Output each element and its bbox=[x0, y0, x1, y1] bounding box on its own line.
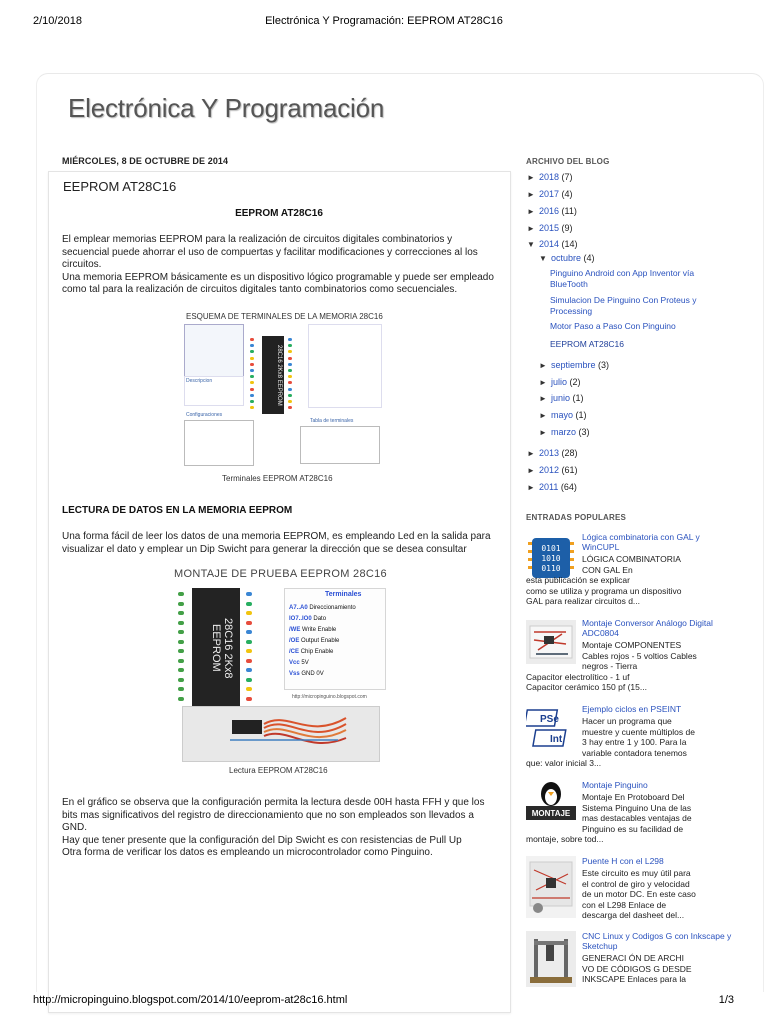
cnc-thumb bbox=[526, 931, 576, 987]
diagram-header: ESQUEMA DE TERMINALES DE LA MEMORIA 28C16 bbox=[186, 312, 383, 321]
led-marker bbox=[178, 611, 184, 615]
led-marker bbox=[246, 602, 252, 606]
svg-text:1010: 1010 bbox=[541, 554, 561, 563]
wires bbox=[228, 710, 348, 754]
popular-post-snippet: Montaje COMPONENTES bbox=[582, 640, 682, 650]
svg-text:Int: Int bbox=[550, 734, 563, 745]
pin-marker bbox=[250, 363, 254, 366]
popular-post[interactable] bbox=[526, 856, 746, 926]
expand-arrow-icon: ► bbox=[527, 483, 535, 492]
popular-post[interactable] bbox=[526, 704, 746, 774]
post-title[interactable]: EEPROM AT28C16 bbox=[63, 179, 177, 194]
pin-marker bbox=[288, 344, 292, 347]
collapse-arrow-icon: ▼ bbox=[539, 254, 547, 263]
pin-marker bbox=[250, 406, 254, 409]
led-marker bbox=[178, 687, 184, 691]
archive-year-item[interactable]: ► 2016 (11) bbox=[527, 206, 577, 216]
blog-title[interactable]: Electrónica Y Programación bbox=[68, 93, 385, 123]
intro-line: El emplear memorias EEPROM para la realización de circuitos digitales combinatorios y bbox=[62, 234, 453, 245]
popular-post-snippet: descarga del dasheet del... bbox=[582, 910, 685, 920]
fig1-caption: Terminales EEPROM AT28C16 bbox=[222, 474, 333, 483]
led-marker bbox=[178, 630, 184, 634]
led-marker bbox=[178, 640, 184, 644]
intro-line: secuencial puede ahorrar el uso de compuertas y facilitar modificaciones y correcciones al los bbox=[62, 246, 478, 258]
popular-post-snippet: VO DE CÓDIGOS G DESDE bbox=[582, 963, 692, 974]
site-url-small: http://micropinguino.blogspot.com bbox=[292, 694, 367, 700]
popular-post[interactable] bbox=[526, 532, 746, 612]
expand-arrow-icon: ► bbox=[527, 224, 535, 233]
expand-arrow-icon: ► bbox=[527, 466, 535, 475]
popular-post-snippet: LÓGICA COMBINATORIA bbox=[582, 554, 681, 564]
legend-item: /CE Chip Enable bbox=[289, 649, 334, 655]
led-marker bbox=[178, 659, 184, 663]
archive-year-item[interactable]: ► 2011 (64) bbox=[527, 482, 577, 492]
description-label: Descripcion bbox=[186, 378, 213, 384]
popular-post-snippet: GAL para realizar circuitos d... bbox=[526, 596, 641, 606]
archive-post-link[interactable]: Pinguino Android con App Inventor vía BlueTooth bbox=[550, 268, 695, 289]
popular-heading: ENTRADAS POPULARES bbox=[526, 513, 627, 522]
pin-marker bbox=[288, 400, 292, 403]
archive-month-item[interactable]: ► julio (2) bbox=[539, 377, 581, 387]
expand-arrow-icon: ► bbox=[539, 428, 547, 437]
pin-marker bbox=[250, 344, 254, 347]
expand-arrow-icon: ► bbox=[527, 207, 535, 216]
archive-month-item[interactable]: ▼ octubre (4) bbox=[539, 253, 595, 263]
penguin-thumb bbox=[526, 780, 576, 822]
led-marker bbox=[246, 621, 252, 625]
led-marker bbox=[178, 649, 184, 653]
archive-month-item[interactable]: ► junio (1) bbox=[539, 393, 584, 403]
popular-post-snippet: de un motor DC. En este caso bbox=[582, 889, 696, 899]
popular-post-title[interactable]: CNC Linux y Codigos G con Inkscape y Sketchup bbox=[582, 931, 732, 951]
archive-month-item[interactable]: ► mayo (1) bbox=[539, 410, 587, 420]
collapse-arrow-icon: ▼ bbox=[527, 240, 535, 249]
test-circuit-image[interactable] bbox=[168, 568, 392, 762]
intro-line: Una memoria EEPROM básicamente es un dispositivo lógico programable y puede ser empleado bbox=[62, 271, 494, 283]
popular-post[interactable] bbox=[526, 931, 746, 991]
popular-post-snippet: mas destacables ventajas de bbox=[582, 813, 692, 823]
legend-item: /WE Write Enable bbox=[289, 627, 337, 633]
section-line: visualizar el dato y emplear un Dip Swicht para generar la dirección que se desea consultar bbox=[62, 543, 467, 555]
print-date: 2/10/2018 bbox=[33, 15, 82, 27]
popular-post-snippet: variable contadora tenemos bbox=[582, 747, 687, 758]
hbridge-thumb bbox=[526, 856, 576, 918]
led-marker bbox=[246, 668, 252, 672]
popular-post-snippet: CON GAL En bbox=[582, 564, 633, 575]
popular-post-snippet: como se utiliza y programa un dispositivo bbox=[526, 585, 682, 596]
legend-item: Vcc 5V bbox=[289, 660, 309, 666]
popular-post-title[interactable]: Ejemplo ciclos en PSEINT bbox=[582, 704, 682, 714]
closing-line: En el gráfico se observa que la configuración permita la lectura desde 00H hasta FFH y que los bbox=[62, 797, 485, 808]
pin-marker bbox=[288, 357, 292, 360]
pin-marker bbox=[250, 357, 254, 360]
pin-marker bbox=[288, 381, 292, 384]
archive-year-item[interactable]: ▼ 2014 (14) bbox=[527, 239, 578, 249]
fig2-header: MONTAJE DE PRUEBA EEPROM 28C16 bbox=[174, 568, 387, 580]
popular-post-snippet: negros - Tierra bbox=[582, 661, 638, 671]
led-marker bbox=[246, 649, 252, 653]
popular-post-title[interactable]: Lógica combinatoria con GAL y WinCUPL bbox=[582, 532, 700, 552]
terminals-description bbox=[308, 324, 382, 408]
popular-post-snippet: Capacitor cerámico 150 pf (15... bbox=[526, 682, 647, 692]
popular-post-snippet: Cables rojos - 5 voltios Cables bbox=[582, 650, 697, 661]
terminals-legend bbox=[284, 588, 386, 690]
led-marker bbox=[246, 697, 252, 701]
legend-item: A7..A0 Direccionamiento bbox=[289, 605, 356, 611]
popular-post-snippet: Montaje En Protoboard Del bbox=[582, 792, 685, 802]
expand-arrow-icon: ► bbox=[539, 378, 547, 387]
pin-marker bbox=[288, 394, 292, 397]
pin-marker bbox=[288, 388, 292, 391]
archive-year-item[interactable]: ► 2018 (7) bbox=[527, 172, 573, 182]
print-title: Electrónica Y Programación: EEPROM AT28C16 bbox=[265, 15, 503, 27]
expand-arrow-icon: ► bbox=[539, 361, 547, 370]
pin-marker bbox=[250, 350, 254, 353]
post-subtitle: EEPROM AT28C16 bbox=[235, 208, 323, 219]
legend-item: /OE Output Enable bbox=[289, 638, 340, 644]
pin-marker bbox=[288, 350, 292, 353]
led-marker bbox=[178, 697, 184, 701]
archive-year-item[interactable]: ► 2015 (9) bbox=[527, 223, 573, 233]
popular-post-snippet: Pinguino es su facilidad de bbox=[582, 823, 684, 834]
pin-marker bbox=[250, 400, 254, 403]
expand-arrow-icon: ► bbox=[539, 411, 547, 420]
intro-line: como tal para la realización de circuitos digitales tanto combinatorios como secuenciales. bbox=[62, 284, 458, 295]
section-line: Una forma fácil de leer los datos de una memoria EEPROM, es empleando Led en la salida para bbox=[62, 531, 491, 542]
configurations-label: Configuraciones bbox=[186, 412, 223, 418]
popular-post-title[interactable]: Montaje Conversor Análogo Digital ADC0804 bbox=[582, 618, 713, 638]
popular-post-snippet: con el L298 Enlace de bbox=[582, 899, 667, 910]
led-marker bbox=[178, 602, 184, 606]
legend-item: Vss GND 0V bbox=[289, 671, 324, 677]
popular-post-snippet: 3 hay entre 1 y 100. Para la bbox=[582, 737, 687, 747]
popular-post-snippet: esta publicación se explicar bbox=[526, 575, 630, 585]
svg-text:0110: 0110 bbox=[541, 564, 561, 573]
archive-month-item[interactable]: ► septiembre (3) bbox=[539, 360, 610, 370]
closing-line: GND. bbox=[62, 822, 87, 833]
terminals-table bbox=[300, 426, 380, 464]
popular-post-snippet: Capacitor electrolítico - 1 uf bbox=[526, 671, 630, 682]
popular-post-snippet: montaje, sobre tod... bbox=[526, 834, 604, 844]
expand-arrow-icon: ► bbox=[527, 190, 535, 199]
popular-post-title[interactable]: Puente H con el L298 bbox=[582, 856, 664, 866]
terminals-table-label: Tabla de terminales bbox=[310, 418, 354, 424]
led-marker bbox=[178, 621, 184, 625]
closing-line: bits mas significativos del registro de direccionamiento que no son empleados son llevados a bbox=[62, 809, 474, 821]
archive-post-link-current[interactable]: EEPROM AT28C16 bbox=[550, 339, 625, 349]
pin-marker bbox=[250, 381, 254, 384]
configurations-table bbox=[184, 420, 254, 466]
popular-post-snippet: Hacer un programa que bbox=[582, 716, 672, 726]
post-date-header: MIÉRCOLES, 8 DE OCTUBRE DE 2014 bbox=[62, 156, 229, 166]
svg-text:MONTAJE: MONTAJE bbox=[531, 809, 571, 818]
popular-post-snippet: INKSCAPE Enlaces para la bbox=[582, 974, 686, 984]
led-marker bbox=[246, 678, 252, 682]
section-title: LECTURA DE DATOS EN LA MEMORIA EEPROM bbox=[62, 505, 293, 516]
led-marker bbox=[246, 611, 252, 615]
closing-line: Otra forma de verificar los datos es empleando un microcontrolador como Pinguino. bbox=[62, 847, 433, 858]
archive-year-item[interactable]: ► 2012 (61) bbox=[527, 465, 578, 475]
pseint-thumb bbox=[526, 706, 576, 750]
svg-text:PSe: PSe bbox=[540, 714, 559, 725]
chip-label-large: 28C16 2Kx8 EEPROM bbox=[210, 617, 234, 679]
legend-title: Terminales bbox=[325, 591, 362, 598]
popular-post[interactable] bbox=[526, 618, 746, 696]
breadboard-thumb bbox=[526, 620, 576, 664]
led-marker bbox=[246, 592, 252, 596]
led-marker bbox=[246, 640, 252, 644]
expand-arrow-icon: ► bbox=[527, 173, 535, 182]
closing-line: Hay que tener presente que la configuración del Dip Swicht es con resistencias de Pull Up bbox=[62, 834, 462, 846]
led-marker bbox=[178, 678, 184, 682]
legend-item: IO7..IO0 Dato bbox=[289, 616, 327, 622]
pin-marker bbox=[250, 338, 254, 341]
pin-marker bbox=[250, 375, 254, 378]
archive-year-item[interactable]: ► 2017 (4) bbox=[527, 189, 573, 199]
svg-text:0101: 0101 bbox=[541, 544, 561, 553]
print-header bbox=[0, 15, 768, 29]
led-marker bbox=[246, 687, 252, 691]
print-page-number: 1/3 bbox=[718, 994, 734, 1006]
popular-post-snippet: Este circuito es muy útil para bbox=[582, 868, 691, 878]
popular-post[interactable] bbox=[526, 780, 746, 850]
description-box bbox=[184, 324, 244, 378]
popular-post-snippet: que: valor inicial 3... bbox=[526, 758, 602, 768]
expand-arrow-icon: ► bbox=[539, 394, 547, 403]
archive-post-link[interactable]: Motor Paso a Paso Con Pinguino bbox=[550, 321, 676, 331]
archive-post-link[interactable]: Simulacion De Pinguino Con Proteus y Processing bbox=[550, 295, 697, 316]
fig2-caption: Lectura EEPROM AT28C16 bbox=[229, 766, 328, 775]
archive-heading: ARCHIVO DEL BLOG bbox=[526, 157, 610, 166]
expand-arrow-icon: ► bbox=[527, 449, 535, 458]
intro-line: circuitos. bbox=[62, 259, 102, 270]
pin-marker bbox=[250, 369, 254, 372]
terminals-diagram[interactable] bbox=[180, 310, 384, 464]
popular-post-snippet: GENERACI ÓN DE ARCHI bbox=[582, 953, 685, 963]
led-marker bbox=[246, 630, 252, 634]
led-marker bbox=[178, 592, 184, 596]
led-marker bbox=[178, 668, 184, 672]
pin-marker bbox=[288, 375, 292, 378]
archive-year-item[interactable]: ► 2013 (28) bbox=[527, 448, 578, 458]
pin-marker bbox=[288, 369, 292, 372]
popular-post-title[interactable]: Montaje Pinguino bbox=[582, 780, 648, 790]
popular-post-snippet: Sistema Pinguino Una de las bbox=[582, 802, 692, 813]
popular-post-snippet: el control de giro y velocidad bbox=[582, 878, 690, 889]
led-marker bbox=[246, 659, 252, 663]
pin-marker bbox=[288, 338, 292, 341]
archive-month-item[interactable]: ► marzo (3) bbox=[539, 427, 590, 437]
pin-marker bbox=[288, 363, 292, 366]
pin-marker bbox=[250, 388, 254, 391]
pin-marker bbox=[250, 394, 254, 397]
popular-post-snippet: muestre y cuente múltiplos de bbox=[582, 726, 695, 737]
print-url: http://micropinguino.blogspot.com/2014/10/eeprom-at28c16.html bbox=[33, 994, 348, 1006]
chip-label: 28C16 2Kx8 EEPROM bbox=[276, 344, 282, 406]
pin-marker bbox=[288, 406, 292, 409]
